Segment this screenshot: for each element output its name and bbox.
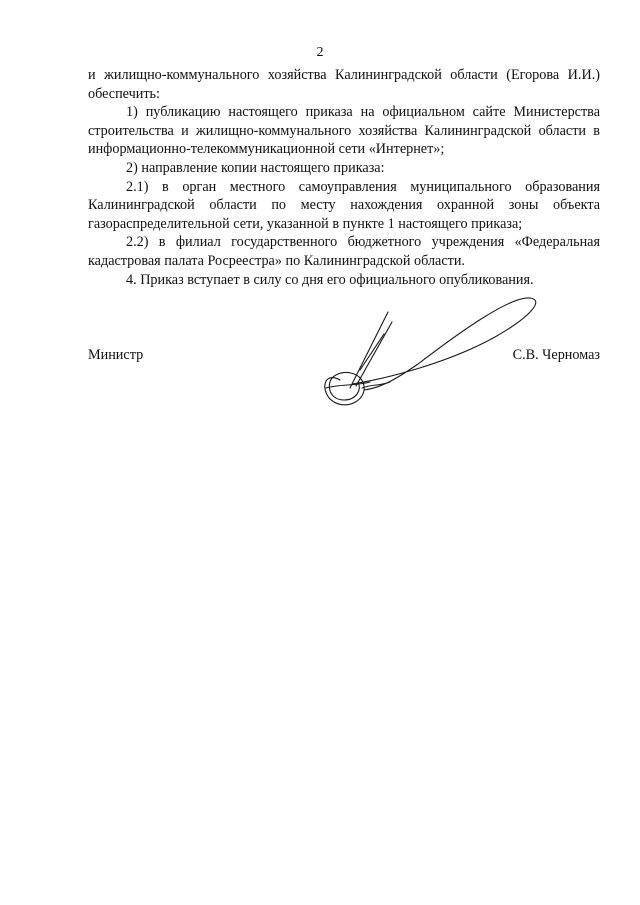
paragraph-item-2-2: 2.2) в филиал государственного бюджетного учреждения «Федеральная кадастровая палата Росреестра» по Калининградской области.: [88, 234, 600, 269]
handwritten-signature: [300, 292, 560, 422]
paragraph-item-4: 4. Приказ вступает в силу со дня его официального опубликования.: [126, 271, 534, 288]
paragraph-responsible: и жилищно-коммунального хозяйства Калининградской области (Егорова И.И.) обеспечить:: [88, 67, 600, 102]
document-body: [88, 66, 600, 289]
signature-knot-stroke: [325, 372, 364, 404]
signer-name: С.В. Черномаз: [512, 347, 600, 363]
paragraph-item-2: 2) направление копии настоящего приказа:: [126, 159, 385, 176]
paragraph-item-1: 1) публикацию настоящего приказа на официальном сайте Министерства строительства и жилищно-коммунального хозяйства Калининградской области в информационно-телекоммуникационной сети «Интернет»;: [88, 104, 600, 158]
paragraph-item-2-1: 2.1) в орган местного самоуправления муниципального образования Калининградской области по месту нахождения охранной зоны объекта газораспределительной сети, указанной в пункте 1 настоящего приказа;: [88, 178, 600, 232]
signature-upstroke-1: [350, 312, 388, 388]
page-number: 2: [316, 45, 324, 60]
signer-title: Министр: [88, 347, 144, 363]
signature-upstroke-3: [360, 334, 384, 370]
signature-upstroke-2: [356, 322, 392, 386]
